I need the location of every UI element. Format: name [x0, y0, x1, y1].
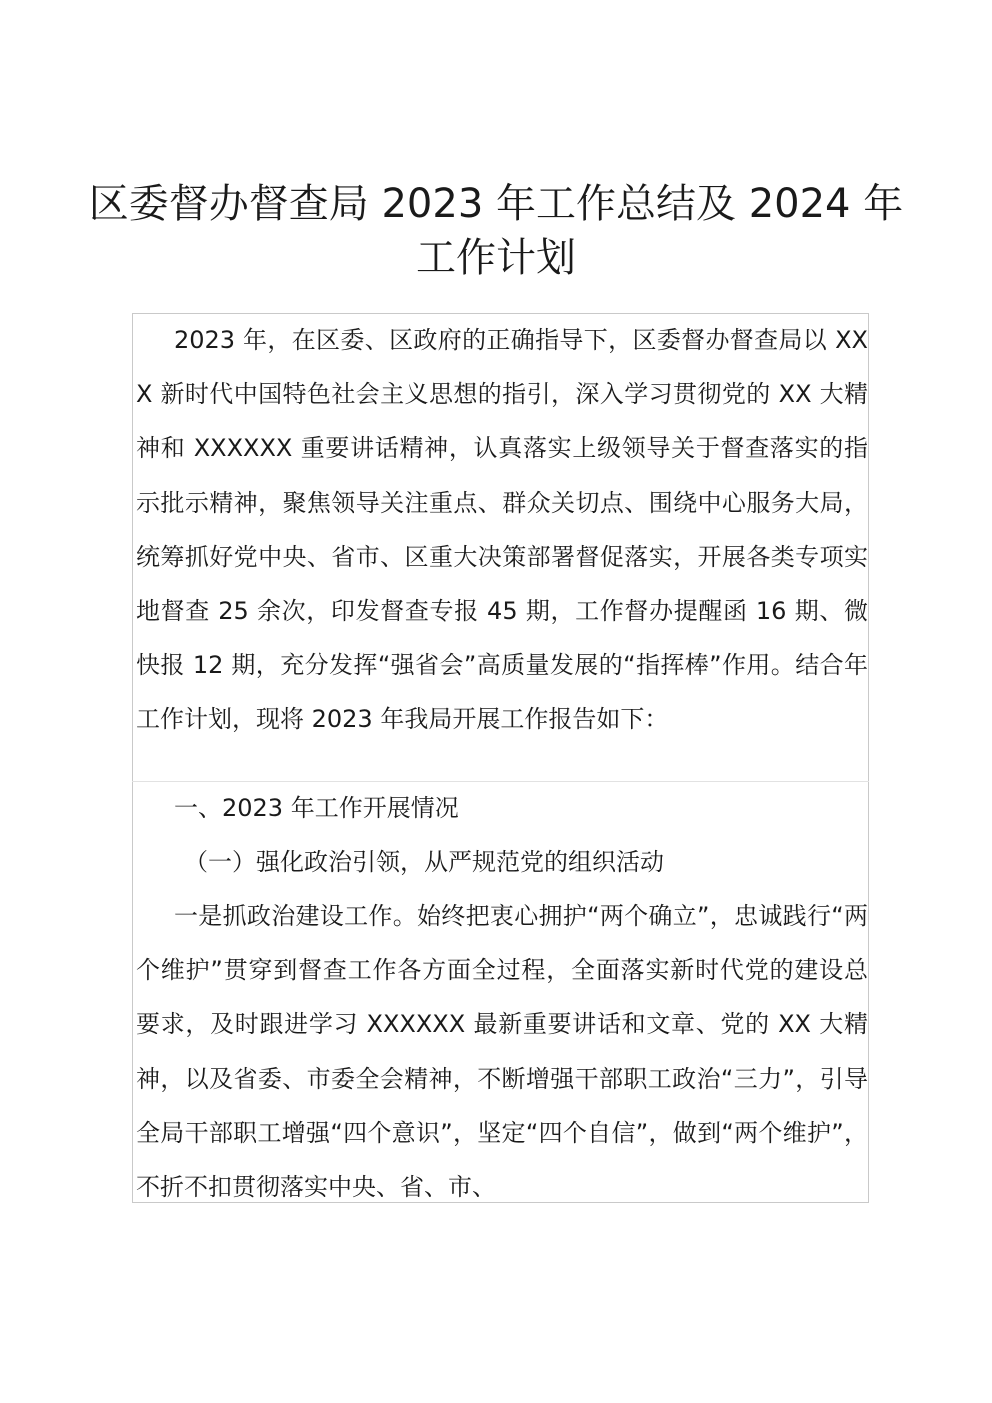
document-title-line-1: 区委督办督查局 2023 年工作总结及 2024 年: [88, 181, 904, 227]
document-title-line-2: 工作计划: [416, 235, 576, 281]
frame-border-left: [132, 313, 133, 1203]
section-heading: 一、2023 年工作开展情况: [174, 794, 459, 822]
intro-paragraph: 2023 年，在区委、区政府的正确指导下，区委督办督查局以 XXX 新时代中国特色社会主义思想的指引，深入学习贯彻党的 XX 大精神和 XXXXXX 重要讲话精神，认真落实上级领导关于督查落实的指示批示精神，聚焦领导关注重点、群众关切点、围绕中心服务大局，统筹抓好党中央、省市、区重大决策部署督促落实，开展各类专项实地督查 25 余次，印发督查专报 45 期，工作督办提醒函 16 期、微快报 12 期，充分发挥“强省会”高质量发展的“指挥棒”作用。结合年工作计划，现将 2023 年我局开展工作报告如下：: [136, 326, 868, 734]
frame-border-right: [868, 313, 869, 1203]
subsection-heading: （一）强化政治引领，从严规范党的组织活动: [184, 848, 664, 876]
body-paragraph: 一是抓政治建设工作。始终把衷心拥护“两个确立”，忠诚践行“两个维护”贯穿到督查工作各方面全过程，全面落实新时代党的建设总要求，及时跟进学习 XXXXXX 最新重要讲话和文章、党的 XX 大精神，以及省委、市委全会精神，不断增强干部职工政治“三力”，引导全局干部职工增强“四个意识”，坚定“四个自信”，做到“两个维护”，不折不扣贯彻落实中央、省、市、: [136, 902, 868, 1202]
